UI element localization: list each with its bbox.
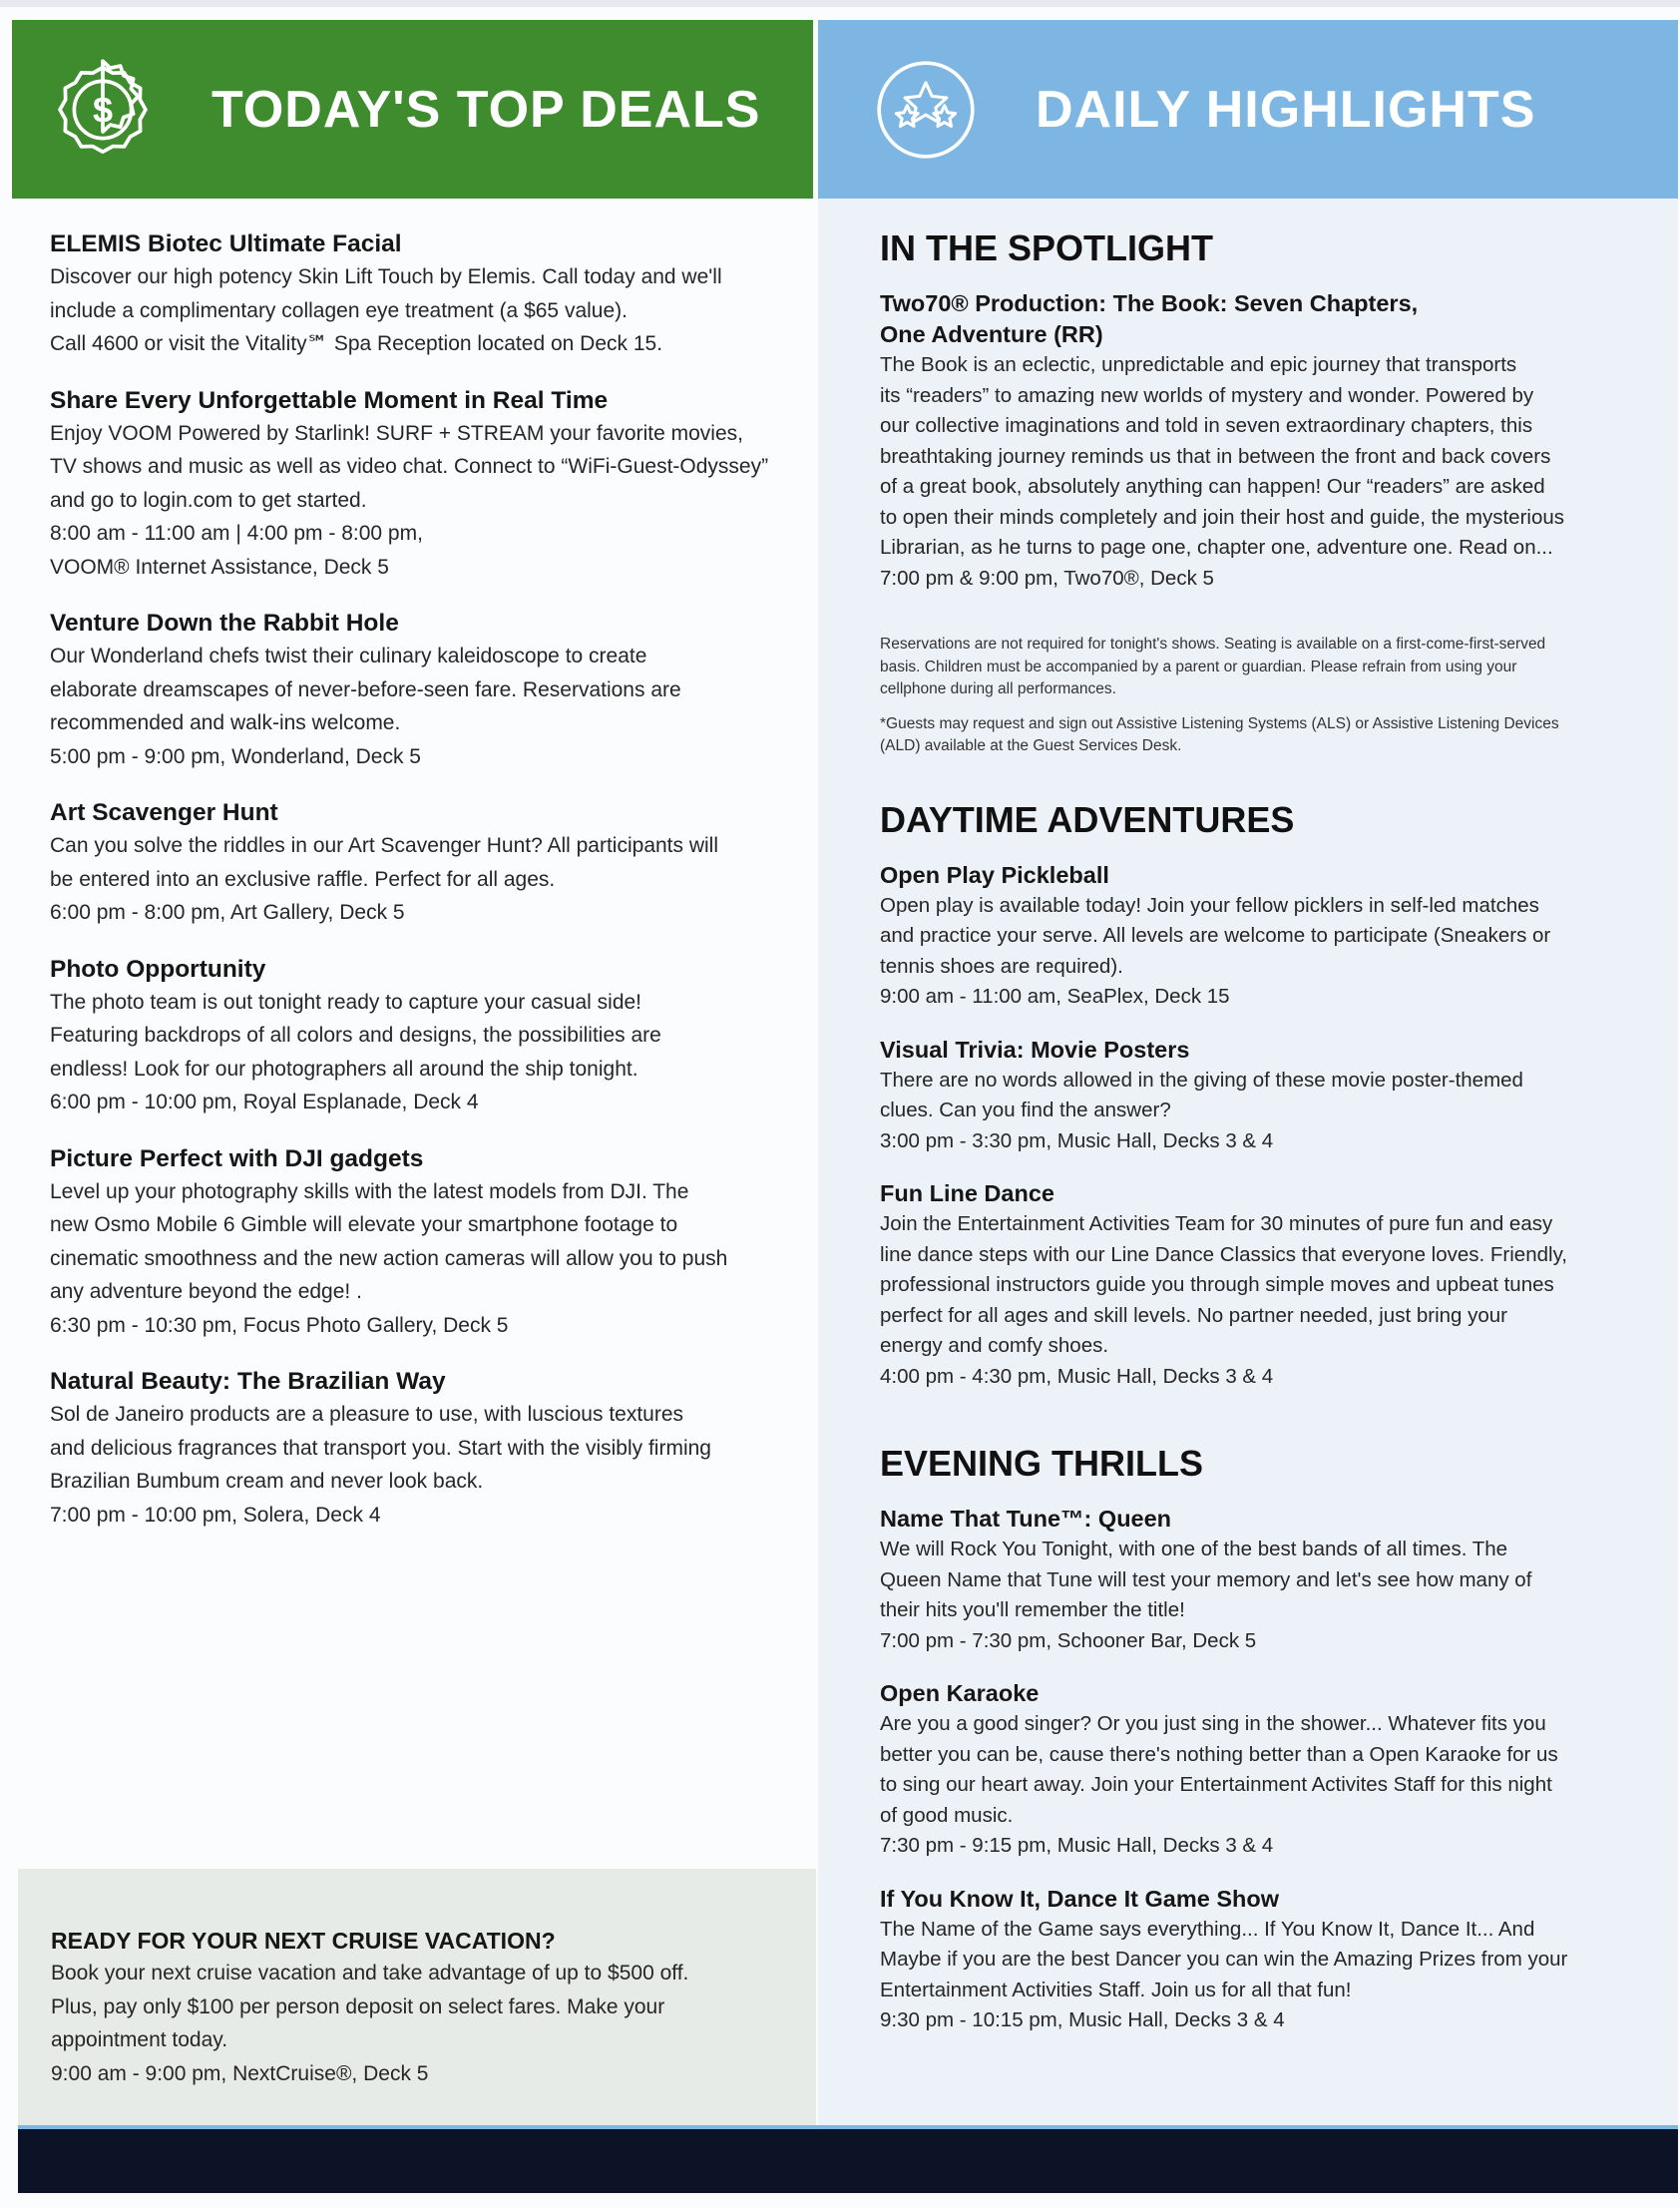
deal-line: endless! Look for our photographers all around the ship tonight. [50, 1057, 638, 1081]
deal-line: Sol de Janeiro products are a pleasure to use, with luscious textures [50, 1403, 684, 1426]
deal-body [50, 829, 787, 930]
deal-line: Discover our high potency Skin Lift Touch by Elemis. Call today and we'll [50, 265, 722, 288]
svg-text:$: $ [92, 89, 114, 131]
promo-body [51, 1957, 796, 2090]
section-title: DAYTIME ADVENTURES [880, 798, 1295, 840]
highlight-line: its “readers” to amazing new worlds of mystery and wonder. Powered by [880, 383, 1534, 407]
fine-print-note [880, 634, 1648, 701]
deal-line: recommended and walk-ins welcome. [50, 711, 401, 734]
dollar-badge-icon [50, 57, 156, 163]
highlight-line: to sing our heart away. Join your Entertainment Activites Staff for this night [880, 1773, 1552, 1796]
top-deals-column [12, 20, 813, 2125]
fine-print-line: Reservations are not required for tonight's shows. Seating is available on a first-come-first-served [880, 636, 1546, 653]
highlight-line: Maybe if you are the best Dancer you can win the Amazing Prizes from your [880, 1948, 1568, 1971]
deal-line: Level up your photography skills with the latest models from DJI. The [50, 1179, 689, 1203]
deal-line: Call 4600 or visit the Vitality℠ Spa Reception located on Deck 15. [50, 332, 663, 355]
deal-title: Share Every Unforgettable Moment in Real Time [50, 386, 609, 414]
deal-body [50, 640, 787, 773]
section-gap [880, 770, 1648, 798]
deal-line: and delicious fragrances that transport you. Start with the visibly firming [50, 1436, 711, 1460]
highlight-line: 7:30 pm - 9:15 pm, Music Hall, Decks 3 & 4 [880, 1834, 1274, 1857]
deal-title: Picture Perfect with DJI gadgets [50, 1144, 424, 1172]
deal-item [50, 385, 787, 585]
highlight-body [880, 350, 1648, 594]
section-title: IN THE SPOTLIGHT [880, 227, 1214, 268]
highlight-line: breathtaking journey reminds us that in between the front and back covers [880, 444, 1551, 468]
promo-line: 9:00 am - 9:00 pm, NextCruise®, Deck 5 [51, 2061, 429, 2085]
deal-body [50, 986, 787, 1119]
deal-line: cinematic smoothness and the new action cameras will allow you to push [50, 1246, 728, 1270]
deal-line: and go to login.com to get started. [50, 488, 367, 512]
highlight-line: perfect for all ages and skill levels. No partner needed, just bring your [880, 1303, 1508, 1327]
highlight-line: The Name of the Game says everything... If You Know It, Dance It... And [880, 1917, 1535, 1941]
deal-title: ELEMIS Biotec Ultimate Facial [50, 230, 402, 257]
promo-line: Book your next cruise vacation and take advantage of up to $500 off. [51, 1962, 689, 1985]
highlight-line: Queen Name that Tune will test your memory and let's see how many of [880, 1567, 1532, 1591]
highlight-line: their hits you'll remember the title! [880, 1598, 1185, 1621]
deal-line: VOOM® Internet Assistance, Deck 5 [50, 555, 389, 579]
deal-body [50, 260, 787, 361]
deal-item [50, 1366, 787, 1532]
highlight-title: Name That Tune™: Queen [880, 1506, 1172, 1532]
fine-print-line: (ALD) available at the Guest Services Desk. [880, 737, 1182, 754]
deal-line: be entered into an exclusive raffle. Perfect for all ages. [50, 867, 556, 891]
highlight-body [880, 891, 1648, 1013]
deal-title: Art Scavenger Hunt [50, 799, 278, 826]
highlight-line: and practice your serve. All levels are welcome to participate (Sneakers or [880, 924, 1551, 947]
highlight-body [880, 1915, 1648, 2036]
highlight-title: One Adventure (RR) [880, 321, 1103, 347]
deal-line: Featuring backdrops of all colors and designs, the possibilities are [50, 1024, 661, 1047]
highlight-line: There are no words allowed in the giving of these movie poster-themed [880, 1068, 1523, 1092]
deal-line: Enjoy VOOM Powered by Starlink! SURF + STREAM your favorite movies, [50, 421, 743, 445]
notes-gap [880, 616, 1648, 634]
deal-line: 6:00 pm - 8:00 pm, Art Gallery, Deck 5 [50, 901, 405, 924]
highlight-title: Fun Line Dance [880, 1180, 1054, 1206]
highlight-line: of good music. [880, 1803, 1014, 1827]
deal-title: Photo Opportunity [50, 955, 266, 983]
highlight-item [880, 288, 1648, 594]
highlight-line: to open their minds completely and join their host and guide, the mysterious [880, 505, 1564, 529]
highlight-line: 3:00 pm - 3:30 pm, Music Hall, Decks 3 & 4 [880, 1128, 1274, 1152]
highlight-line: The Book is an eclectic, unpredictable and epic journey that transports [880, 353, 1517, 376]
promo-line: appointment today. [51, 2028, 228, 2051]
highlight-line: line dance steps with our Line Dance Classics that everyone loves. Friendly, [880, 1242, 1567, 1266]
daily-highlights-title: DAILY HIGHLIGHTS [1036, 80, 1536, 139]
highlight-line: 9:30 pm - 10:15 pm, Music Hall, Decks 3 & 4 [880, 2008, 1285, 2031]
deal-title: Venture Down the Rabbit Hole [50, 610, 399, 637]
fine-print-line: *Guests may request and sign out Assistive Listening Systems (ALS) or Assistive Listening Devices [880, 714, 1559, 732]
next-cruise-promo [18, 1869, 816, 2125]
top-edge-line [0, 0, 1680, 7]
deal-line: TV shows and music as well as video chat. Connect to “WiFi-Guest-Odyssey” [50, 455, 769, 478]
deal-line: Brazilian Bumbum cream and never look back. [50, 1470, 484, 1493]
deal-body [50, 417, 787, 585]
deal-line: 6:00 pm - 10:00 pm, Royal Esplanade, Deck 4 [50, 1091, 479, 1113]
deal-line: 8:00 am - 11:00 am | 4:00 pm - 8:00 pm, [50, 522, 423, 545]
highlights-list [818, 199, 1678, 2036]
highlight-item [880, 1035, 1648, 1157]
highlight-line: 9:00 am - 11:00 am, SeaPlex, Deck 15 [880, 985, 1230, 1008]
highlight-line: better you can be, cause there's nothing better than a Open Karaoke for us [880, 1742, 1558, 1766]
fine-print-line: basis. Children must be accompanied by a parent or guardian. Please refrain from using your [880, 658, 1517, 675]
deal-item [50, 797, 787, 930]
deal-item [50, 608, 787, 773]
deal-line: Our Wonderland chefs twist their culinary kaleidoscope to create [50, 645, 647, 667]
daily-highlights-column [818, 20, 1678, 2125]
deal-line: new Osmo Mobile 6 Gimble will elevate your smartphone footage to [50, 1213, 678, 1236]
deal-line: elaborate dreamscapes of never-before-seen fare. Reservations are [50, 677, 681, 701]
section-gap [880, 1414, 1648, 1442]
highlight-item [880, 1884, 1648, 2036]
highlight-item [880, 1504, 1648, 1656]
deal-line: 7:00 pm - 10:00 pm, Solera, Deck 4 [50, 1503, 381, 1527]
deals-list [12, 199, 813, 1532]
highlight-body [880, 1709, 1648, 1862]
highlight-body [880, 1535, 1648, 1656]
highlight-item [880, 1678, 1648, 1862]
footer-bar [18, 2129, 1678, 2193]
deal-title: Natural Beauty: The Brazilian Way [50, 1368, 446, 1395]
top-deals-title: TODAY'S TOP DEALS [211, 80, 761, 139]
highlight-title: Two70® Production: The Book: Seven Chapters, [880, 290, 1419, 316]
deal-line: 6:30 pm - 10:30 pm, Focus Photo Gallery, Deck 5 [50, 1313, 509, 1337]
highlight-line: Join the Entertainment Activities Team for 30 minutes of pure fun and easy [880, 1212, 1553, 1235]
deal-item [50, 228, 787, 361]
deal-line: any adventure beyond the edge! . [50, 1280, 362, 1303]
highlight-line: professional instructors guide you through simple moves and upbeat tunes [880, 1273, 1554, 1296]
deal-line: include a complimentary collagen eye treatment (a $65 value). [50, 298, 628, 322]
highlight-body [880, 1066, 1648, 1157]
highlight-line: 7:00 pm & 9:00 pm, Two70®, Deck 5 [880, 566, 1214, 590]
section-title: EVENING THRILLS [880, 1443, 1204, 1484]
highlight-line: Entertainment Activities Staff. Join us for all that fun! [880, 1978, 1352, 2001]
promo-line: Plus, pay only $100 per person deposit on select fares. Make your [51, 1994, 665, 2018]
highlight-title: Open Play Pickleball [880, 861, 1109, 888]
stars-circle-icon [874, 58, 978, 162]
highlight-line: energy and comfy shoes. [880, 1334, 1109, 1357]
highlight-line: We will Rock You Tonight, with one of the best bands of all times. The [880, 1538, 1508, 1560]
deal-body [50, 1175, 787, 1343]
highlight-line: 7:00 pm - 7:30 pm, Schooner Bar, Deck 5 [880, 1628, 1257, 1652]
highlight-line: Open play is available today! Join your fellow picklers in self-led matches [880, 893, 1539, 917]
highlight-line: of a great book, absolutely anything can happen! Our “readers” are asked [880, 475, 1545, 498]
highlight-title: If You Know It, Dance It Game Show [880, 1885, 1279, 1912]
daily-highlights-header [818, 20, 1678, 199]
highlight-body [880, 1209, 1648, 1392]
highlight-line: Librarian, as he turns to page one, chapter one, adventure one. Read on... [880, 536, 1553, 559]
highlight-line: Are you a good singer? Or you just sing in the shower... Whatever fits you [880, 1712, 1546, 1735]
fine-print-note [880, 713, 1648, 758]
highlight-line: tennis shoes are required). [880, 954, 1123, 978]
highlight-title: Visual Trivia: Movie Posters [880, 1036, 1190, 1063]
highlight-line: 4:00 pm - 4:30 pm, Music Hall, Decks 3 & 4 [880, 1364, 1274, 1388]
deal-line: 5:00 pm - 9:00 pm, Wonderland, Deck 5 [50, 744, 421, 768]
deal-line: The photo team is out tonight ready to capture your casual side! [50, 990, 642, 1014]
highlight-line: clues. Can you find the answer? [880, 1099, 1171, 1121]
highlight-item [880, 860, 1648, 1013]
highlight-title: Open Karaoke [880, 1680, 1040, 1706]
highlight-line: our collective imaginations and told in seven extraordinary chapters, this [880, 414, 1533, 437]
top-deals-header [12, 20, 813, 199]
deal-line: Can you solve the riddles in our Art Scavenger Hunt? All participants will [50, 834, 719, 857]
deal-item [50, 954, 787, 1119]
deal-item [50, 1143, 787, 1343]
highlight-item [880, 1178, 1648, 1392]
deal-body [50, 1398, 787, 1532]
fine-print-line: cellphone during all performances. [880, 680, 1116, 697]
promo-title: READY FOR YOUR NEXT CRUISE VACATION? [51, 1928, 556, 1954]
